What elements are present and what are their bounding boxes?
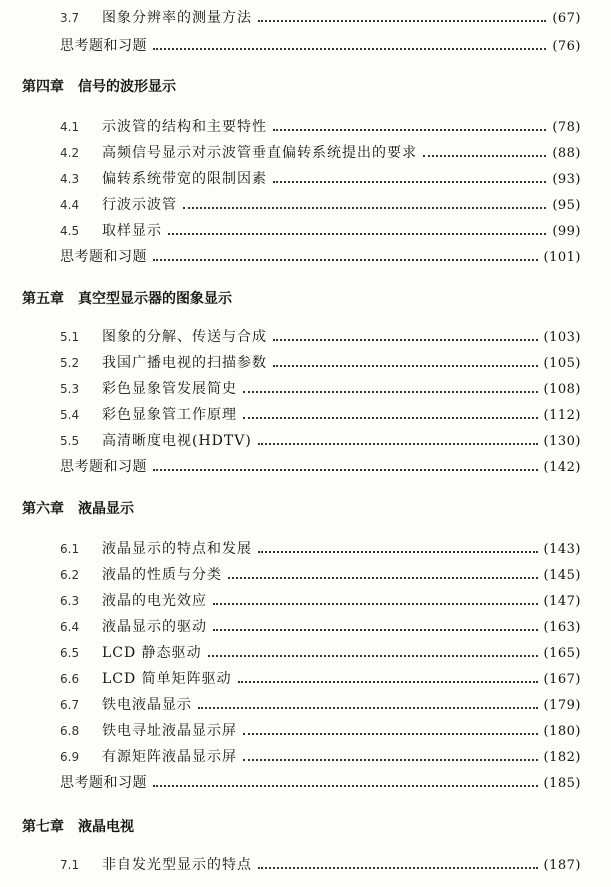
toc-entry	[60, 354, 581, 373]
toc-entry	[60, 592, 581, 611]
dot-leader	[238, 681, 538, 683]
toc-entry	[60, 432, 581, 451]
page-number: (108)	[543, 382, 581, 397]
section-title: 彩色显象管发展简史	[102, 381, 237, 397]
section-title: LCD 静态驱动	[102, 645, 202, 661]
dot-leader	[183, 207, 546, 209]
section-title: 液晶显示的驱动	[102, 619, 207, 635]
dot-leader	[258, 20, 546, 22]
chapter-heading	[22, 816, 134, 836]
page-number: (99)	[552, 224, 581, 239]
page-number: (103)	[543, 330, 581, 345]
dot-leader	[153, 48, 546, 50]
page-number: (95)	[552, 198, 581, 213]
page-number: (76)	[552, 39, 581, 54]
page-number: (130)	[543, 434, 581, 449]
page-number: (93)	[552, 172, 581, 187]
section-title: LCD 简单矩阵驱动	[102, 671, 232, 687]
toc-exercise	[60, 774, 581, 793]
dot-leader	[243, 759, 538, 761]
page-number: (78)	[552, 120, 581, 135]
toc-exercise	[60, 248, 581, 267]
dot-leader	[228, 577, 538, 579]
page-number: (112)	[543, 408, 581, 423]
dot-leader	[168, 233, 546, 235]
toc-entry	[60, 144, 581, 163]
toc-entry	[60, 644, 581, 663]
section-number: 6.5	[60, 646, 80, 660]
section-number: 4.1	[60, 120, 80, 134]
section-title: 行波示波管	[102, 197, 177, 213]
page-number: (67)	[552, 11, 581, 26]
dot-leader	[258, 551, 538, 553]
dot-leader	[243, 391, 538, 393]
toc-exercise	[60, 458, 581, 477]
section-number: 6.4	[60, 620, 80, 634]
section-title: 示波管的结构和主要特性	[102, 119, 267, 135]
exercise-title: 思考题和习题	[60, 775, 147, 791]
section-title: 彩色显象管工作原理	[102, 407, 237, 423]
section-title: 非自发光型显示的特点	[102, 857, 252, 873]
toc-exercise	[60, 37, 581, 56]
section-title: 高频信号显示对示波管垂直偏转系统提出的要求	[102, 145, 417, 161]
dot-leader	[273, 181, 546, 183]
page-number: (182)	[543, 750, 581, 765]
section-title: 液晶的性质与分类	[102, 567, 222, 583]
toc-entry	[60, 222, 581, 241]
section-number: 5.1	[60, 330, 80, 344]
section-number: 5.2	[60, 356, 80, 370]
page-number: (179)	[543, 698, 581, 713]
dot-leader	[273, 365, 538, 367]
toc-entry	[60, 196, 581, 215]
section-number: 4.2	[60, 146, 80, 160]
dot-leader	[213, 629, 538, 631]
section-title: 图象分辨率的测量方法	[102, 10, 252, 26]
section-title: 高清晰度电视(HDTV)	[102, 433, 252, 449]
section-title: 我国广播电视的扫描参数	[102, 355, 267, 371]
section-number: 6.9	[60, 750, 80, 764]
dot-leader	[213, 603, 538, 605]
chapter-title: 液晶显示	[78, 501, 134, 517]
dot-leader	[258, 443, 538, 445]
toc-entry	[60, 380, 581, 399]
page-number: (185)	[543, 776, 581, 791]
section-number: 6.6	[60, 672, 80, 686]
section-title: 有源矩阵液晶显示屏	[102, 749, 237, 765]
section-number: 7.1	[60, 858, 80, 872]
page-number: (147)	[543, 594, 581, 609]
page-number: (163)	[543, 620, 581, 635]
page-number: (180)	[543, 724, 581, 739]
toc-entry	[60, 540, 581, 559]
dot-leader	[153, 259, 538, 261]
toc-entry	[60, 748, 581, 767]
section-title: 图象的分解、传送与合成	[102, 329, 267, 345]
section-title: 液晶显示的特点和发展	[102, 541, 252, 557]
toc-entry	[60, 118, 581, 137]
section-title: 取样显示	[102, 223, 162, 239]
exercise-title: 思考题和习题	[60, 459, 147, 475]
toc-entry	[60, 406, 581, 425]
dot-leader	[153, 469, 538, 471]
chapter-label: 第六章	[22, 501, 64, 517]
toc-entry	[60, 618, 581, 637]
toc-entry	[60, 722, 581, 741]
page-number: (105)	[543, 356, 581, 371]
chapter-title: 真空型显示器的图象显示	[78, 291, 232, 307]
toc-entry	[60, 328, 581, 347]
toc-entry	[60, 696, 581, 715]
page-number: (165)	[543, 646, 581, 661]
dot-leader	[423, 155, 546, 157]
dot-leader	[198, 707, 538, 709]
section-number: 3.7	[60, 11, 80, 25]
section-title: 液晶的电光效应	[102, 593, 207, 609]
section-number: 5.3	[60, 382, 80, 396]
chapter-heading	[22, 498, 134, 518]
dot-leader	[273, 339, 538, 341]
section-title: 铁电液晶显示	[102, 697, 192, 713]
dot-leader	[153, 785, 538, 787]
section-number: 4.3	[60, 172, 80, 186]
chapter-heading	[22, 76, 176, 96]
exercise-title: 思考题和习题	[60, 38, 147, 54]
section-number: 5.5	[60, 434, 80, 448]
section-title: 偏转系统带宽的限制因素	[102, 171, 267, 187]
section-number: 4.4	[60, 198, 80, 212]
dot-leader	[273, 129, 546, 131]
page-number: (143)	[543, 542, 581, 557]
chapter-label: 第五章	[22, 291, 64, 307]
dot-leader	[208, 655, 538, 657]
chapter-heading	[22, 288, 232, 308]
toc-entry	[60, 170, 581, 189]
chapter-label: 第七章	[22, 819, 64, 835]
section-number: 5.4	[60, 408, 80, 422]
page-number: (145)	[543, 568, 581, 583]
exercise-title: 思考题和习题	[60, 249, 147, 265]
page-number: (167)	[543, 672, 581, 687]
section-number: 6.7	[60, 698, 80, 712]
chapter-title: 信号的波形显示	[78, 79, 176, 95]
chapter-label: 第四章	[22, 79, 64, 95]
page-number: (101)	[543, 250, 581, 265]
dot-leader	[243, 733, 538, 735]
toc-entry	[60, 856, 581, 875]
section-number: 6.2	[60, 568, 80, 582]
page-number: (88)	[552, 146, 581, 161]
section-title: 铁电寻址液晶显示屏	[102, 723, 237, 739]
chapter-title: 液晶电视	[78, 819, 134, 835]
toc-entry	[60, 670, 581, 689]
toc-entry	[60, 566, 581, 585]
section-number: 6.8	[60, 724, 80, 738]
page-number: (142)	[543, 460, 581, 475]
dot-leader	[258, 867, 538, 869]
section-number: 6.1	[60, 542, 80, 556]
page-number: (187)	[543, 858, 581, 873]
toc-entry	[60, 9, 581, 28]
dot-leader	[243, 417, 538, 419]
section-number: 6.3	[60, 594, 80, 608]
section-number: 4.5	[60, 224, 80, 238]
